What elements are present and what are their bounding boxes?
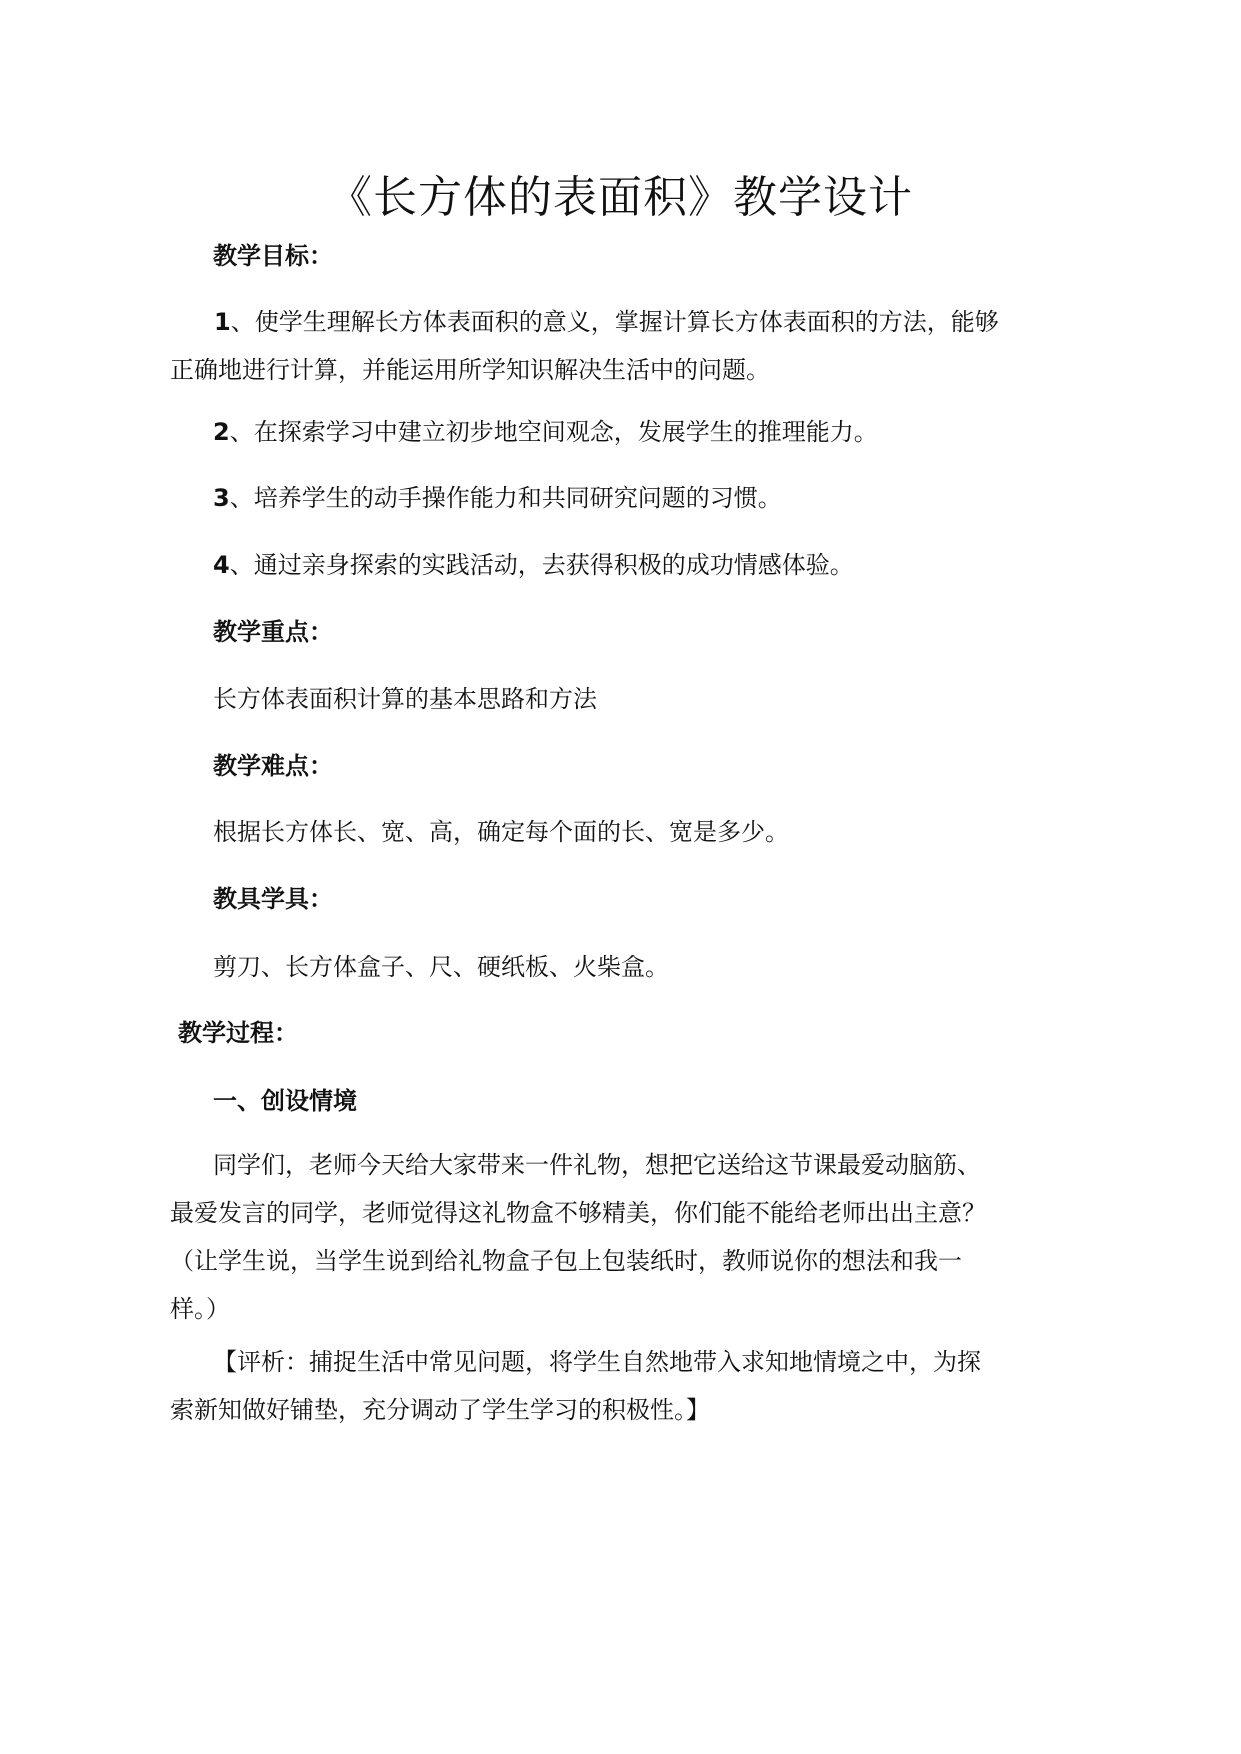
document-title: 《长方体的表面积》教学设计 [328,172,913,223]
paragraph-line: （让学生说，当学生说到给礼物盒子包上包装纸时，教师说你的想法和我一 [170,1247,962,1275]
key-points-text: 长方体表面积计算的基本思路和方法 [213,685,597,713]
section-paragraph [170,1141,1070,1333]
paragraph-line: 样。） [170,1295,230,1323]
difficulties-text: 根据长方体长、宽、高，确定每个面的长、宽是多少。 [213,818,789,846]
objective-text: 、通过亲身探索的实践活动，去获得积极的成功情感体验。 [229,551,854,579]
objectives-heading: 教学目标： [213,242,333,270]
objective-text: 正确地进行计算，并能运用所学知识解决生活中的问题。 [170,356,770,384]
section-heading: 一、创设情境 [213,1087,357,1115]
objective-text: 、培养学生的动手操作能力和共同研究问题的习惯。 [229,484,782,512]
objective-number: 4 [213,551,230,579]
objective-item-4 [213,541,854,589]
paragraph-line: 同学们，老师今天给大家带来一件礼物，想把它送给这节课最爱动脑筋、 [213,1151,981,1179]
objective-text: 、在探索学习中建立初步地空间观念，发展学生的推理能力。 [229,418,878,446]
materials-text: 剪刀、长方体盒子、尺、硬纸板、火柴盒。 [213,953,669,981]
key-points-heading: 教学重点： [213,618,333,646]
process-heading: 教学过程： [178,1019,298,1047]
objective-number: 2 [213,418,230,446]
paragraph-line: 索新知做好铺垫，充分调动了学生学习的积极性。】 [170,1396,710,1424]
paragraph-line: 【评析：捕捉生活中常见问题，将学生自然地带入求知地情境之中，为探 [213,1348,981,1376]
difficulties-heading: 教学难点： [213,752,333,780]
objective-item-3 [213,474,782,522]
paragraph-line: 最爱发言的同学，老师觉得这礼物盒不够精美，你们能不能给老师出出主意？ [170,1199,986,1227]
objective-number: 3 [213,484,230,512]
objective-item-1 [170,298,1060,394]
objective-text: 、使学生理解长方体表面积的意义，掌握计算长方体表面积的方法，能够 [230,308,999,336]
objective-number: 1 [214,308,231,336]
objective-item-2 [213,408,878,456]
materials-heading: 教具学具： [213,885,333,913]
comment-paragraph [170,1338,1070,1434]
